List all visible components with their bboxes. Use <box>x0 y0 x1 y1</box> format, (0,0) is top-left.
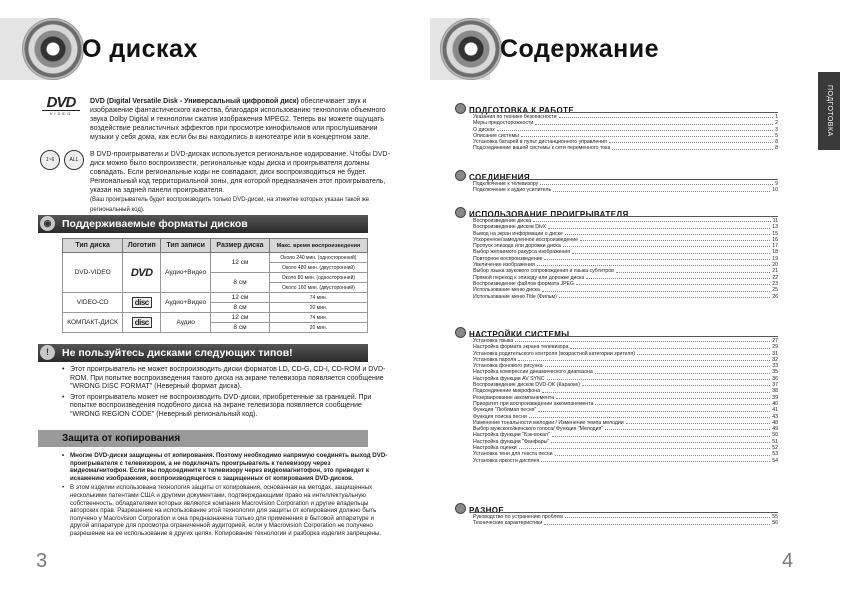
toc-leader-dots <box>544 256 770 260</box>
toc-item <box>473 145 778 151</box>
toc-leader-dots <box>565 231 770 235</box>
toc-item-title: Установка фонового рисунка <box>473 363 543 370</box>
toc-item-page: 22 <box>772 274 778 281</box>
cell-logo <box>123 313 161 333</box>
toc-item-page: 8 <box>775 139 778 146</box>
toc-item-title: Технические характеристики <box>473 520 543 527</box>
formats-heading-bar <box>38 215 368 233</box>
toc-item-page: 55 <box>772 514 778 520</box>
toc-item-title: Изменение тональности мелодии / Изменение темпа мелодии <box>473 419 624 426</box>
toc-item-title: Воспроизведение дисков DivX <box>473 224 547 231</box>
cell-size: 8 см <box>211 273 270 293</box>
toc-leader-dots <box>535 120 773 124</box>
toc-item-page: 49 <box>772 426 778 433</box>
toc-item-title: Использование меню Title (Фильм) <box>473 293 557 300</box>
cell-time: 20 мин. <box>269 303 367 313</box>
th-max-time: Макс. время воспроизведения <box>269 239 367 253</box>
toc-item-title: Повторное воспроизведение <box>473 255 543 262</box>
toc-leader-dots <box>515 338 770 342</box>
cell-type: КОМПАКТ-ДИСК <box>63 313 123 333</box>
toc-leader-dots <box>544 520 770 524</box>
toc-item-title: Увеличение изображения <box>473 262 535 269</box>
region-icon-1: 1~6 <box>40 150 60 170</box>
th-record-type: Тип записи <box>161 239 211 253</box>
toc-item-page: 41 <box>772 407 778 414</box>
toc-item-title: Воспроизведение диска <box>473 218 532 224</box>
table-row <box>63 313 368 323</box>
toc-item-title: Приоритет при воспроизведении аккомпанемента <box>473 400 594 407</box>
cell-type: DVD-VIDEO <box>63 253 123 293</box>
toc-leader-dots <box>570 344 770 348</box>
toc-item-page: 8 <box>775 145 778 152</box>
toc-item-page: 25 <box>772 287 778 294</box>
toc-item-page: 33 <box>772 363 778 370</box>
toc-leader-dots <box>555 451 771 455</box>
toc-item-title: Выбор желаемого ракурса изображения <box>473 249 571 256</box>
toc-leader-dots <box>529 414 770 418</box>
toc-leader-dots <box>552 432 770 436</box>
toc-item-title: Функция поиска песни <box>473 413 527 420</box>
toc-item-page: 32 <box>772 356 778 363</box>
toc-leader-dots <box>609 139 773 143</box>
toc-item-page: 37 <box>772 382 778 389</box>
cell-size: 12 см <box>211 293 270 303</box>
compact-disc-logo: disc <box>132 297 152 308</box>
cell-time: Около 480 мин. (двусторонний) <box>269 263 367 273</box>
toc-item-page: 1 <box>775 114 778 120</box>
toc-leader-dots <box>605 426 770 430</box>
bullet-icon <box>455 103 466 114</box>
toc-item-title: Установка батарей в пульт дистанционного управления <box>473 139 607 146</box>
copy-heading-bar <box>38 430 368 447</box>
toc-leader-dots <box>548 224 770 228</box>
toc-leader-dots <box>616 268 770 272</box>
cell-rec: Аудио+Видео <box>161 253 211 293</box>
dvd-logo-sub: VIDEO <box>42 110 80 116</box>
toc-leader-dots <box>612 145 773 149</box>
divider <box>470 216 778 217</box>
side-tab: ПОДГОТОВКА <box>818 72 840 150</box>
toc-item-page: 53 <box>772 451 778 458</box>
toc-leader-dots <box>595 369 770 373</box>
toc-leader-dots <box>542 388 770 392</box>
toc-item-title: Вывод на экран информации о диске <box>473 230 563 237</box>
toc-leader-dots <box>538 407 770 411</box>
toc-item-title: Настройка формата экрана телевизора <box>473 344 569 351</box>
toc-leader-dots <box>572 249 770 253</box>
toc-leader-dots <box>559 294 770 298</box>
right-page-title: Содержание <box>500 35 660 63</box>
toc-list-preparation <box>473 114 778 152</box>
toc-item-title: Подсоединение вашей системы к сети переменного тока <box>473 145 611 152</box>
dvd-description <box>90 97 392 142</box>
toc-list-settings <box>473 338 778 464</box>
toc-item-page: 39 <box>772 394 778 401</box>
cell-size: 12 см <box>211 253 270 273</box>
toc-item <box>473 294 778 300</box>
disc-icon: ◉ <box>40 216 55 231</box>
toc-item-title: Меры предосторожности <box>473 120 534 127</box>
toc-item-page: 56 <box>772 520 778 527</box>
toc-heading-text: ПОДГОТОВКА К РАБОТЕ <box>469 106 575 115</box>
cell-time: 20 мин. <box>269 323 367 333</box>
toc-leader-dots <box>582 382 770 386</box>
toc-item-page: 19 <box>772 255 778 262</box>
toc-leader-dots <box>547 376 771 380</box>
toc-leader-dots <box>559 114 774 118</box>
toc-item-title: Пропуск эпизода или дорожки диска <box>473 243 561 250</box>
toc-leader-dots <box>545 363 771 367</box>
toc-item-page: 50 <box>772 432 778 439</box>
toc-item-title: Описание системы <box>473 132 519 139</box>
toc-item-page: 52 <box>772 445 778 452</box>
toc-item-page: 18 <box>772 249 778 256</box>
toc-item-page: 51 <box>772 438 778 445</box>
toc-item <box>473 458 778 464</box>
cell-size: 8 см <box>211 323 270 333</box>
list-item: • В этом изделии использована технология защиты от копирования, основанная на методах, защищенных несколькими патентами США и другими документами, подтверждающими право на интеллектуальную собственность, обладателями которых являются компания Macrovision Corporation и другие владельцы авторских прав. Разрешение на использование этой технологии для защиты от копирования должно быть получено у Macrovision Corporation и она предназначена только для применения в бытовой аппаратуре и другой аппаратуре для просмотра ограниченной аудиторией, если у Macrovision Corporation не получено разрешение на ее использование в других целях. Копирование технологии и разборка изделия запрещены. <box>70 484 390 537</box>
bullet-icon <box>455 327 466 338</box>
cell-logo <box>123 253 161 293</box>
toc-leader-dots <box>556 395 770 399</box>
compact-disc-logo: disc <box>132 317 152 328</box>
region-note: (Ваш проигрыватель будет воспроизводить только DVD-диски, на этикетке которых указан такой же региональный код). <box>90 197 370 213</box>
toc-item-title: Ускоренное/замедленное воспроизведение <box>473 236 579 243</box>
toc-item-page: 31 <box>772 350 778 357</box>
toc-item-title: Настройка функции AV SYNC <box>473 375 545 382</box>
toc-item-title: Установка языка <box>473 338 514 344</box>
cell-time: 74 мин. <box>269 313 367 323</box>
toc-item-title: О дисках <box>473 126 495 133</box>
disc-graphic-right <box>440 18 502 80</box>
cell-time: 74 мин. <box>269 293 367 303</box>
toc-leader-dots <box>576 281 770 285</box>
formats-table <box>62 238 368 333</box>
disc-graphic-left <box>22 18 84 80</box>
divider <box>470 112 778 113</box>
avoid-list <box>60 366 390 422</box>
toc-list-usage <box>473 218 778 300</box>
warning-icon: ! <box>40 345 55 360</box>
toc-item-page: 3 <box>775 126 778 133</box>
toc-item-page: 15 <box>772 230 778 237</box>
toc-leader-dots <box>518 357 770 361</box>
cell-logo <box>123 293 161 313</box>
page-number-left: 3 <box>36 550 48 572</box>
toc-item-page: 38 <box>772 388 778 395</box>
toc-item-page: 5 <box>775 132 778 139</box>
toc-leader-dots <box>519 445 771 449</box>
toc-item-page: 48 <box>772 419 778 426</box>
toc-leader-dots <box>553 187 770 191</box>
toc-item-title: Настройка оценки <box>473 445 517 452</box>
dvd-small-logo: DVD <box>130 266 153 279</box>
toc-leader-dots <box>565 514 770 518</box>
toc-item-page: 26 <box>772 293 778 300</box>
toc-leader-dots <box>637 351 770 355</box>
toc-item-page: 17 <box>772 243 778 250</box>
table-row <box>63 253 368 263</box>
toc-list-connections <box>473 181 778 194</box>
cell-time: Около 160 мин. (двусторонний) <box>269 283 367 293</box>
toc-leader-dots <box>563 243 771 247</box>
toc-item-page: 2 <box>775 120 778 127</box>
divider <box>470 336 778 337</box>
toc-heading-text: СОЕДИНЕНИЯ <box>469 173 530 182</box>
toc-item-page: 43 <box>772 413 778 420</box>
cell-type: VIDEO-CD <box>63 293 123 313</box>
toc-item-page: 27 <box>772 338 778 344</box>
cell-time: Около 240 мин. (односторонний) <box>269 253 367 263</box>
toc-item-title: Прямой переход к эпизоду или дорожке диска <box>473 274 585 281</box>
toc-item-title: Указания по технике безопасности <box>473 114 557 120</box>
toc-item-title: Установка яркости дисплея <box>473 457 540 464</box>
toc-item-title: Настройка компрессии динамического диапазона <box>473 369 593 376</box>
toc-leader-dots <box>542 287 770 291</box>
toc-item-page: 23 <box>772 280 778 287</box>
toc-leader-dots <box>537 262 770 266</box>
cell-rec: Аудио+Видео <box>161 293 211 313</box>
toc-item-title: Выбор языка звукового сопровождения и языка субтитров <box>473 268 614 275</box>
bullet-icon <box>455 207 466 218</box>
divider <box>470 512 778 513</box>
toc-item-page: 10 <box>772 187 778 194</box>
toc-leader-dots <box>586 275 770 279</box>
toc-item-page: 11 <box>772 218 778 224</box>
toc-leader-dots <box>626 420 771 424</box>
toc-item-title: Воспроизведение дисков DVD-OK (Караоке) <box>473 382 581 389</box>
copy-list <box>60 452 390 540</box>
toc-leader-dots <box>580 237 770 241</box>
cell-size: 8 см <box>211 303 270 313</box>
page-number-right: 4 <box>782 550 794 572</box>
toc-heading-text: НАСТРОЙКИ СИСТЕМЫ <box>469 330 570 339</box>
toc-item-page: 21 <box>772 268 778 275</box>
dvd-description-bold: DVD (Digital Versatile Disk - Универсальный цифровой диск) <box>90 98 299 105</box>
toc-item-page: 35 <box>772 369 778 376</box>
toc-item-title: Установка пароля <box>473 356 517 363</box>
dvd-logo <box>42 96 80 116</box>
toc-item-title: Подключение к телевизору <box>473 181 539 187</box>
copy-heading: Защита от копирования <box>62 433 181 444</box>
toc-item-title: Подключение к аудио усилитель <box>473 187 552 194</box>
toc-heading-text: РАЗНОЕ <box>469 506 505 515</box>
toc-item <box>473 520 778 526</box>
region-text-main: В DVD-проигрыватели и DVD-дисках используется региональное кодирование. Чтобы DVD-диск можно было воспроизвести, региональные коды диска и проигрывателя должны совпадать. Если региональные коды не совпадают, диск воспроизводиться не будет. Региональный код территориальной зоны, для которой предназначен этот проигрыватель, указан на задней панели проигрывателя. <box>90 151 390 194</box>
toc-item-page: 29 <box>772 344 778 351</box>
cell-rec: Аудио <box>161 313 211 333</box>
toc-item-page: 40 <box>772 400 778 407</box>
left-page-title: О дисках <box>82 35 198 63</box>
table-row <box>63 293 368 303</box>
region-icon-2: ALL <box>64 150 84 170</box>
toc-item-page: 16 <box>772 236 778 243</box>
toc-item-page: 54 <box>772 457 778 464</box>
bullet-icon <box>455 170 466 181</box>
dvd-description-text: обеспечивает звук и изображение фантастического качества, благодаря использованию технологии объемного звука Dolby Digital и технологии сжатия изображения MPEG2. Теперь вы можете ощущать воздействие реалистичных эффектов при просмотре кинофильмов или прослушивании музыки у себя дома, как если бы вы находились в кинотеатре или в концертном зале. <box>90 98 386 141</box>
table-header-row <box>63 239 368 253</box>
toc-item-title: Использование меню диска <box>473 287 540 294</box>
formats-heading: Поддерживаемые форматы дисков <box>62 218 248 230</box>
toc-item-page: 20 <box>772 262 778 269</box>
toc-leader-dots <box>533 218 771 222</box>
region-text <box>90 150 392 215</box>
list-item: • Этот проигрыватель может не воспроизводить DVD-диски, приобретенные за границей. При попытке воспроизведения подобного диска на экране телевизора появляется сообщение "WRONG REGION CODE" (Неверный региональный код). <box>70 394 390 420</box>
th-logo: Логотип <box>123 239 161 253</box>
toc-leader-dots <box>541 458 770 462</box>
toc-item-title: Выбор мужского/женского голоса/ Функция "Мелодия" <box>473 426 604 433</box>
toc-item-title: Установка тени для текста песни <box>473 451 553 458</box>
toc-item-page: 36 <box>772 375 778 382</box>
list-item: • Многие DVD-диски защищены от копирования. Поэтому необходимо напрямую соединять выход DVD-проигрывателя с телевизором, а не подключать проигрыватель к телевизору через видеомагнитофон. Если вы подсоедините к телевизору через видеомагнитофон, это приведет к искажению изображения, воспроизводящегося с защищенных от копирования DVD-дисков. <box>70 452 390 482</box>
list-item: • Этот проигрыватель не может воспроизводить диски форматов LD, CD-G, CD-I, CD-ROM и DVD-ROM. При попытке воспроизведения такого диска на экране телевизора появляется сообщение "WRONG DISC FORMAT" (Неверный формат диска). <box>70 366 390 392</box>
toc-item-title: Установка родительского контроля (возрастной категории зрителя) <box>473 350 635 357</box>
toc-item-title: Подсоединение микрофона <box>473 388 541 395</box>
toc-item <box>473 187 778 193</box>
cell-size: 12 см <box>211 313 270 323</box>
toc-item-title: Функция "Любимая песня" <box>473 407 537 414</box>
toc-leader-dots <box>521 133 773 137</box>
avoid-heading-bar <box>38 344 368 362</box>
th-disc-type: Тип диска <box>63 239 123 253</box>
toc-item-title: Настройка функции "Бэк-вокал" <box>473 432 550 439</box>
avoid-heading: Не пользуйтесь дисками следующих типов! <box>62 347 293 359</box>
divider <box>470 179 778 180</box>
toc-heading-text: ИСПОЛЬЗОВАНИЕ ПРОИГРЫВАТЕЛЯ <box>469 210 629 219</box>
toc-leader-dots <box>540 181 773 185</box>
toc-list-misc <box>473 514 778 527</box>
th-disc-size: Размер диска <box>211 239 270 253</box>
toc-item-title: Резервирование аккомпанемента <box>473 394 555 401</box>
toc-item-page: 9 <box>775 181 778 187</box>
toc-leader-dots <box>551 439 770 443</box>
toc-item-title: Руководство по устранению проблем <box>473 514 563 520</box>
cell-time: Около 80 мин. (односторонний) <box>269 273 367 283</box>
bullet-icon <box>455 503 466 514</box>
toc-item-title: Воспроизведение файлов формата JPEG <box>473 280 575 287</box>
toc-item-title: Настройка функции "Фанфары" <box>473 438 550 445</box>
toc-leader-dots <box>497 127 773 131</box>
toc-item-page: 13 <box>772 224 778 231</box>
toc-leader-dots <box>595 401 770 405</box>
dvd-logo-text: DVD <box>46 94 76 111</box>
